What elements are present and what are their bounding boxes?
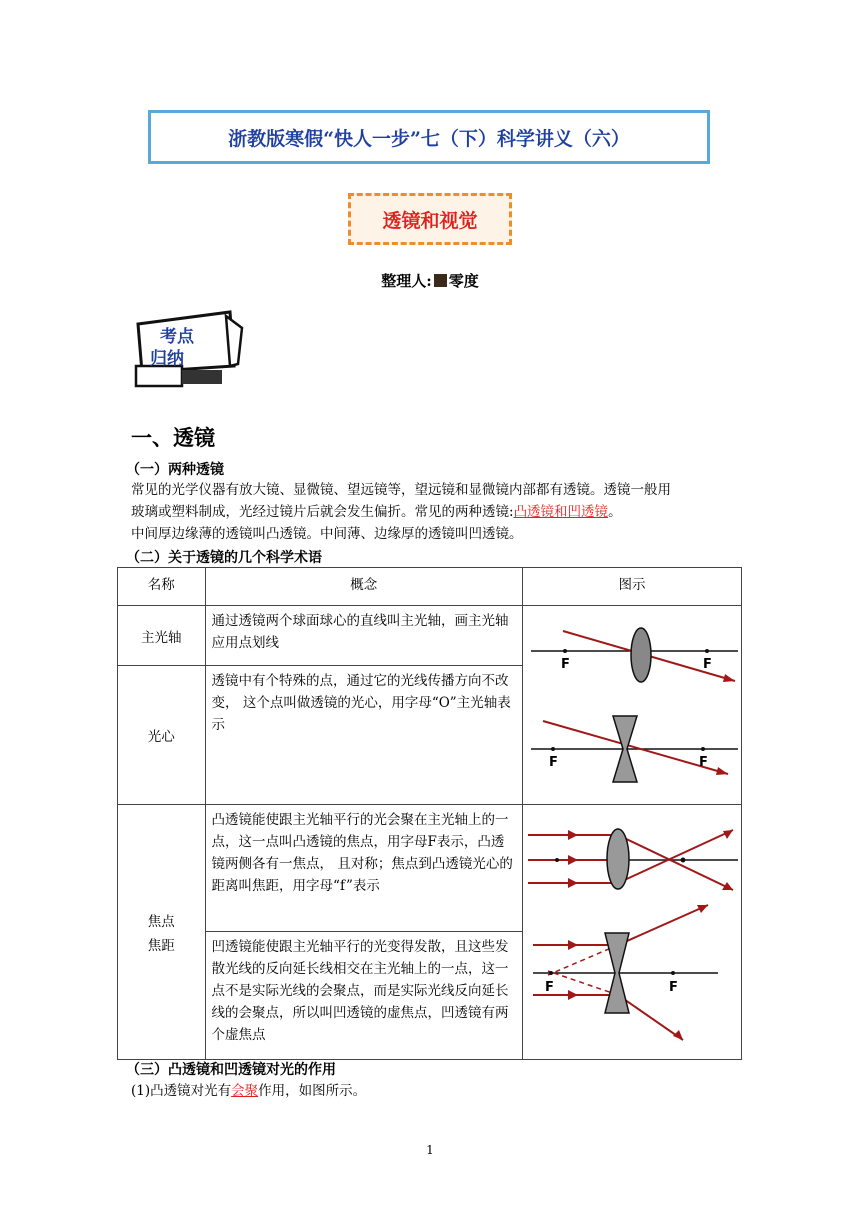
focal-label: F [549,755,558,770]
term-concept: 通过透镜两个球面球心的直线叫主光轴，画主光轴应用点划线 [205,606,522,666]
focal-label: F [669,980,678,995]
term-concept: 凹透镜能使跟主光轴平行的光变得发散，且这些发散光线的反向延长线相交在主光轴上的一点，这一点不是实际光线的会聚点，而是实际光线反向延长线的会聚点，所以叫凹透镜的虚焦点，凹透镜有两个虚焦点 [205,931,522,1059]
table-header: 名称 [118,568,206,606]
converge-highlight: 会聚 [231,1083,259,1099]
document-title: 浙教版寒假“快人一步”七（下）科学讲义（六） [148,110,710,164]
page-number: 1 [426,1143,434,1157]
focal-label: F [699,755,708,770]
term-name: 主光轴 [118,606,206,666]
focal-label: F [545,980,554,995]
paragraph-line: 玻璃或塑料制成，光经过镜片后就会发生偏折。常见的两种透镜:凸透镜和凹透镜。 [131,504,622,520]
optical-axis-diagram [523,606,741,800]
compiler-name: 零度 [448,272,479,290]
focal-label: F [703,657,712,672]
lens-terms-table [117,567,742,1060]
badge-line1: 考点 [160,327,194,347]
term-concept: 凸透镜能使跟主光轴平行的光会聚在主光轴上的一点，这一点叫凸透镜的焦点，用字母F表示，凸透镜两侧各有一焦点， 且对称；焦点到凸透镜光心的距离叫焦距，用字母“f”表示 [205,805,522,932]
term-name: 光心 [118,666,206,805]
subsection-heading-3: （三）凸透镜和凹透镜对光的作用 [126,1062,336,1078]
lens-types-highlight: 凸透镜和凹透镜 [513,504,609,520]
focal-point-diagram [523,805,741,1055]
compiler-line [0,270,860,291]
paragraph-line: 常见的光学仪器有放大镜、显微镜、望远镜等，望远镜和显微镜内部都有透镜。透镜一般用 [131,482,671,498]
compiler-avatar-icon [434,274,447,287]
subsection-heading-2: （二）关于透镜的几个科学术语 [126,550,322,566]
table-header-row [118,568,742,606]
paragraph-convex-effect: (1)凸透镜对光有会聚作用，如图所示。 [131,1083,367,1099]
badge-line2: 归纳 [150,349,184,369]
compiler-prefix: 整理人: [381,272,432,290]
subsection-heading-1: （一）两种透镜 [126,462,224,478]
table-row [118,606,742,666]
table-row [118,805,742,932]
diagram-cell [523,805,742,1060]
section-subtitle: 透镜和视觉 [348,193,512,245]
table-header: 概念 [205,568,522,606]
key-points-badge [130,306,245,388]
focal-label: F [561,657,570,672]
term-name: 焦点 焦距 [118,805,206,1060]
paragraph-lenses [131,479,751,545]
paragraph-line: 中间厚边缘薄的透镜叫凸透镜。中间薄、边缘厚的透镜叫凹透镜。 [131,526,523,542]
term-concept: 透镜中有个特殊的点，通过它的光线传播方向不改变， 这个点叫做透镜的光心，用字母“O”主光轴表示 [205,666,522,805]
table-header: 图示 [523,568,742,606]
section-heading: 一、透镜 [131,426,215,450]
diagram-cell [523,606,742,805]
